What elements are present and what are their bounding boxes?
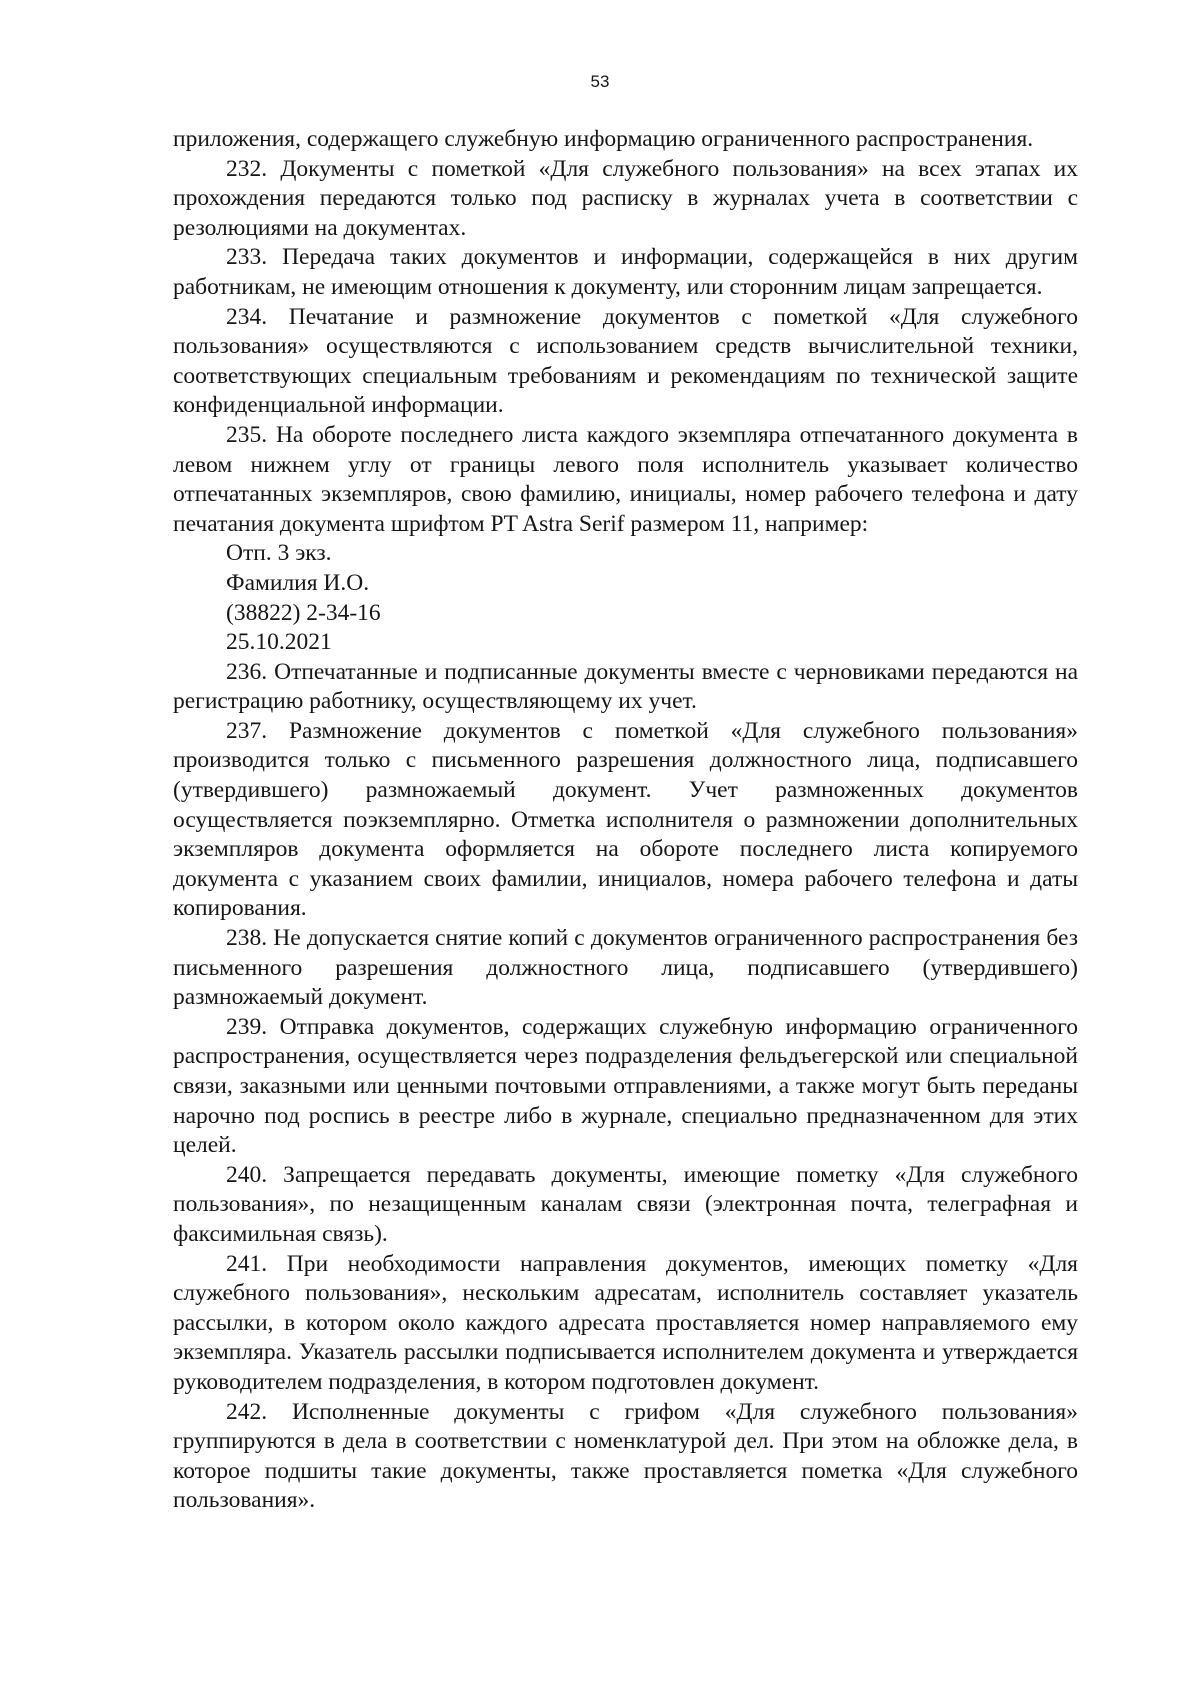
example-copies: Отп. 3 экз. <box>226 540 332 567</box>
paragraph-232: 232. Документы с пометкой «Для служебного пользования» на всех этапах их прохождения передаются только под расписку в журналах учета в соответствии с резолюциями на документах. <box>173 155 1078 241</box>
paragraph-239: 239. Отправка документов, содержащих служебную информацию ограниченного распространения, осуществляется через подразделения фельдъегерской или специальной связи, заказными или ценными почтовыми отправлениями, а также могут быть переданы нарочно под роспись в реестре либо в журнале, специально предназначенном для этих целей. <box>173 1013 1078 1159</box>
paragraph-234: 234. Печатание и размножение документов с пометкой «Для служебного пользования» осуществляются с использованием средств вычислительной техники, соответствующих специальным требованиям и рекомендациям по технической защите конфиденциальной информации. <box>173 303 1078 419</box>
paragraph-continuation: приложения, содержащего служебную информацию ограниченного распространения. <box>173 126 1034 152</box>
paragraph-233: 233. Передача таких документов и информации, содержащейся в них другим работникам, не имеющим отношения к документу, или сторонним лицам запрещается. <box>173 244 1078 300</box>
paragraph-236: 236. Отпечатанные и подписанные документы вместе с черновиками передаются на регистрацию работнику, осуществляющему их учет. <box>173 658 1078 715</box>
paragraph-242: 242. Исполненные документы с грифом «Для служебного пользования» группируются в дела в соответствии с номенклатурой дел. При этом на обложке дела, в которое подшиты такие документы, также проставляется пометка «Для служебного пользования». <box>173 1398 1078 1514</box>
document-body <box>173 125 1078 1516</box>
paragraph-241: 241. При необходимости направления документов, имеющих пометку «Для служебного пользования», нескольким адресатам, исполнитель составляет указатель рассылки, в котором около каждого адресата проставляется номер направляемого ему экземпляра. Указатель рассылки подписывается исполнителем документа и утверждается руководителем подразделения, в котором подготовлен документ. <box>173 1250 1078 1395</box>
example-name: Фамилия И.О. <box>226 569 370 596</box>
paragraph-235: 235. На обороте последнего листа каждого экземпляра отпечатанного документа в левом нижнем углу от границы левого поля исполнитель указывает количество отпечатанных экземпляров, свою фамилию, инициалы, номер рабочего телефона и дату печатания документа шрифтом PT Astra Serif размером 11, например: <box>173 421 1078 537</box>
paragraph-238: 238. Не допускается снятие копий с документов ограниченного распространения без письменного разрешения должностного лица, подписавшего (утвердившего) размножаемый документ. <box>173 925 1078 1011</box>
paragraph-240: 240. Запрещается передавать документы, имеющие пометку «Для служебного пользования», по незащищенным каналам связи (электронная почта, телеграфная и факсимильная связь). <box>173 1161 1078 1247</box>
page-number: 53 <box>590 72 610 91</box>
example-phone: (38822) 2-34-16 <box>226 599 381 626</box>
paragraph-237: 237. Размножение документов с пометкой «Для служебного пользования» производится только с письменного разрешения должностного лица, подписавшего (утвердившего) размножаемый документ. Учет размноженных документов осуществляется поэкземплярно. Отметка исполнителя о размножении дополнительных экземпляров документа оформляется на обороте последнего листа копируемого документа с указанием своих фамилии, инициалов, номера рабочего телефона и даты копирования. <box>173 717 1078 922</box>
example-date: 25.10.2021 <box>226 629 332 656</box>
